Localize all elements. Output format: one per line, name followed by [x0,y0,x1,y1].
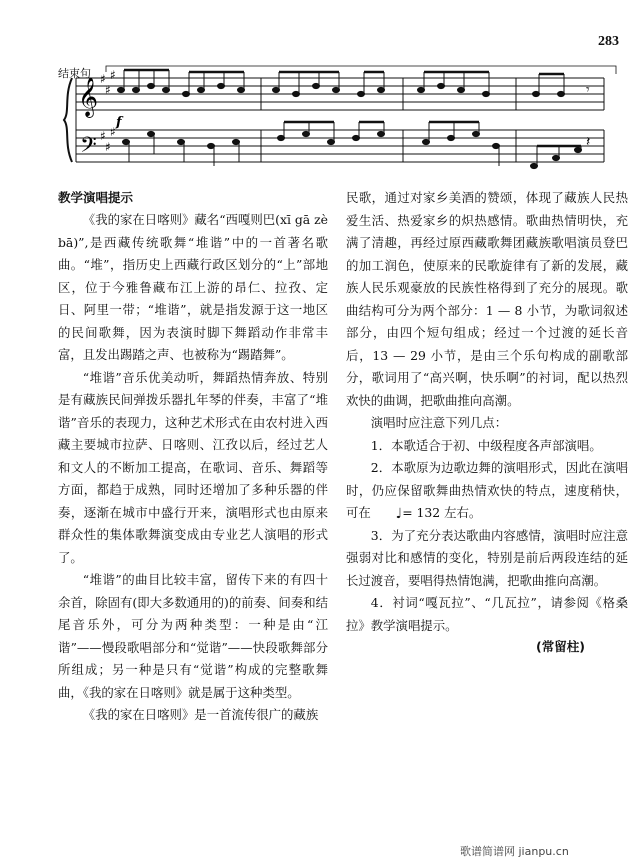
section-heading: 教学演唱提示 [58,190,134,205]
svg-text:♯: ♯ [100,129,106,143]
note-item-1: 1．本歌适合于初、中级程度各声部演唱。 [370,437,602,453]
key-signature [100,68,116,154]
dynamic-mark: f [116,115,122,130]
page-number: 283 [598,34,619,49]
bass-notes [123,82,591,169]
treble-staff [76,78,604,110]
svg-text:♯: ♯ [100,72,106,86]
text-columns [58,187,628,827]
svg-text:♯: ♯ [105,83,111,97]
left-column [58,187,328,727]
section-label: 结束句 [58,67,91,80]
notes-intro: 演唱时应注意下列几点： [370,415,508,430]
author-signature: (常留柱) [536,639,585,654]
treble-clef-icon: 𝄞 [78,77,99,117]
barlines [261,78,604,162]
brace [64,78,72,162]
svg-text:♯: ♯ [110,68,116,82]
note-item-2-text: 2．本歌原为边歌边舞的演唱形式，因此在演唱时，仍应保留歌舞曲热情欢快的特点，速度稍快，可在 [346,460,628,520]
site-watermark: 歌谱简谱网 jianpu.cn [460,845,569,858]
bass-staff [76,130,604,162]
svg-text:♯: ♯ [110,125,116,139]
paragraph-continued: 民歌，通过对家乡美酒的赞颂，体现了藏族人民热爱生活、热爱家乡的炽热感情。歌曲热情明快，充满了清趣，再经过原西藏歌舞团藏族歌唱演员登巴的加工润色，使原来的民歌旋律有了新的发展，藏族人民乐观豪放的民族性格得到了充分的展现。歌曲结构可分为两个部分：1 — 8 小节，为歌词叙述部分，由四个短句组成；经过一个过渡的延长音后，13 — 29 小节，是由三个乐句构成的副歌部分，歌词用了“高兴啊，快乐啊”的衬词，配以热烈欢快的曲调，把歌曲推向高潮。 [346,190,628,408]
treble-notes [118,70,565,97]
note-item-3: 3．为了充分表达歌曲内容感情，演唱时应注意强弱对比和感情的变化，特别是前后两段连结的延长过渡音，要唱得热情饱满，把歌曲推向高潮。 [346,527,628,588]
right-column [346,187,628,637]
quarter-note-icon: ♩ [395,506,403,522]
paragraph-1: 《我的家在日喀则》藏名“西嘎则巴(xī gā zè bā)”,是西藏传统歌舞“堆谐”中的一首著名歌曲。“堆”，指历史上西藏行政区划分的“上”部地区，位于今雅鲁藏布江上游的昂仁、拉孜、定日、阿里一带；“堆谐”，就是指发源于这一地区的民间歌舞，因为表演时脚下舞蹈动作非常丰富，且发出踢踏之声、也被称为“踢踏舞”。 [58,212,328,362]
paragraph-3: “堆谐”的曲目比较丰富，留传下来的有四十余首，除固有(即大多数通用的)的前奏、间奏和结尾音乐外，可分为两种类型：一种是由“江谐”——慢段歌唱部分和“觉谐”——快段歌舞部分所组成；另一种是只有“觉谐”构成的完整歌舞曲，《我的家在日喀则》就是属于这种类型。 [58,572,328,700]
note-item-2-tempo: = 132 左右。 [402,505,482,520]
score-svg [56,56,626,186]
svg-text:♯: ♯ [105,140,111,154]
svg-text:𝄽: 𝄽 [586,134,591,150]
note-item-2 [346,457,628,525]
paragraph-2: “堆谐”音乐优美动听，舞蹈热情奔放、特别是有藏族民间弹拨乐器扎年琴的伴奏，丰富了“堆谐”音乐的表现力，这种艺术形式在由农村进入西藏主要城市拉萨、日喀则、江孜以后，经过艺人和文人的不断加工提高，在歌词、音乐、舞蹈等方面，都趋于成熟，同时还增加了多种乐器的伴奏，逐渐在城市中盛行开来，演唱形式也由原来群众性的集体歌舞演变成由专业艺人演唱的形式了。 [58,369,328,565]
svg-text:𝄾: 𝄾 [586,82,590,98]
bass-clef-icon: 𝄢 [80,133,97,163]
note-item-4: 4．衬词“嘎瓦拉”、“几瓦拉”，请参阅《格桑拉》教学演唱提示。 [346,595,628,633]
music-score [56,56,626,186]
paragraph-4: 《我的家在日喀则》是一首流传很广的藏族 [82,707,319,722]
